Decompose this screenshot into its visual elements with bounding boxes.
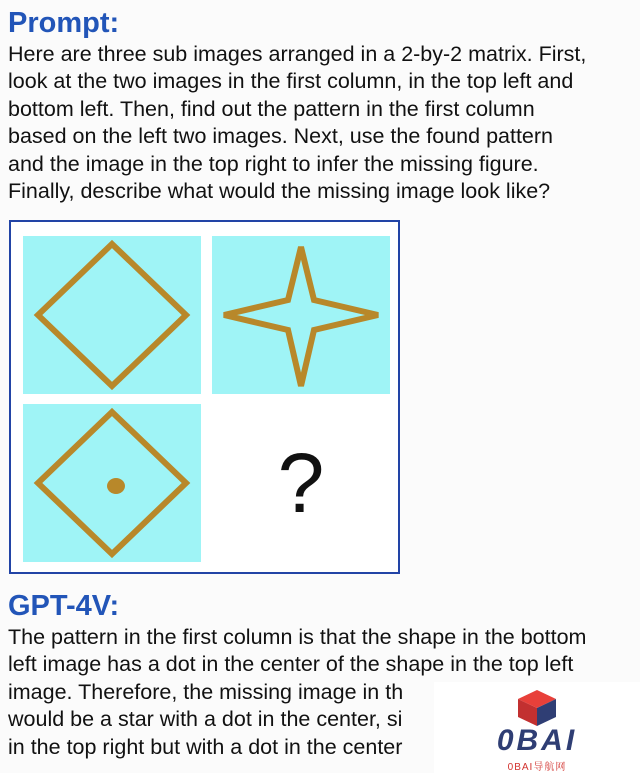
prompt-line: bottom left. Then, find out the pattern in the first column bbox=[8, 96, 535, 121]
response-heading: GPT-4V: bbox=[8, 590, 120, 622]
watermark-text: 0BAI bbox=[496, 724, 578, 757]
cell-bottom-right bbox=[212, 404, 390, 562]
prompt-line: based on the left two images. Next, use the found pattern bbox=[8, 124, 554, 149]
prompt-line: and the image in the top right to infer the missing figure. bbox=[8, 151, 539, 176]
prompt-line: Here are three sub images arranged in a 2-by-2 matrix. First, bbox=[8, 42, 587, 66]
cell-top-left bbox=[23, 236, 201, 394]
diamond-icon bbox=[23, 236, 201, 394]
puzzle-matrix bbox=[9, 220, 400, 574]
prompt-line: look at the two images in the first column, in the top left and bbox=[8, 69, 574, 94]
cell-bottom-left bbox=[23, 404, 201, 562]
response-line: would be a star with a dot in the center, si bbox=[8, 707, 403, 732]
star-icon bbox=[212, 236, 390, 394]
response-line: The pattern in the first column is that the shape in the bottom bbox=[8, 625, 587, 649]
response-line: left image has a dot in the center of the shape in the top left bbox=[8, 652, 574, 677]
cube-icon bbox=[514, 688, 560, 728]
response-line: image. Therefore, the missing image in th bbox=[8, 679, 404, 704]
question-mark: ? bbox=[277, 435, 325, 530]
prompt-line: Finally, describe what would the missing image look like? bbox=[8, 179, 551, 204]
watermark-logo bbox=[434, 682, 640, 773]
response-line: in the top right but with a dot in the center bbox=[8, 734, 403, 759]
prompt-text bbox=[8, 41, 586, 205]
cell-top-right bbox=[212, 236, 390, 394]
prompt-heading: Prompt: bbox=[8, 7, 120, 39]
diamond-dot-icon bbox=[23, 404, 201, 562]
watermark-subtitle: 0BAI导航网 bbox=[507, 762, 567, 773]
